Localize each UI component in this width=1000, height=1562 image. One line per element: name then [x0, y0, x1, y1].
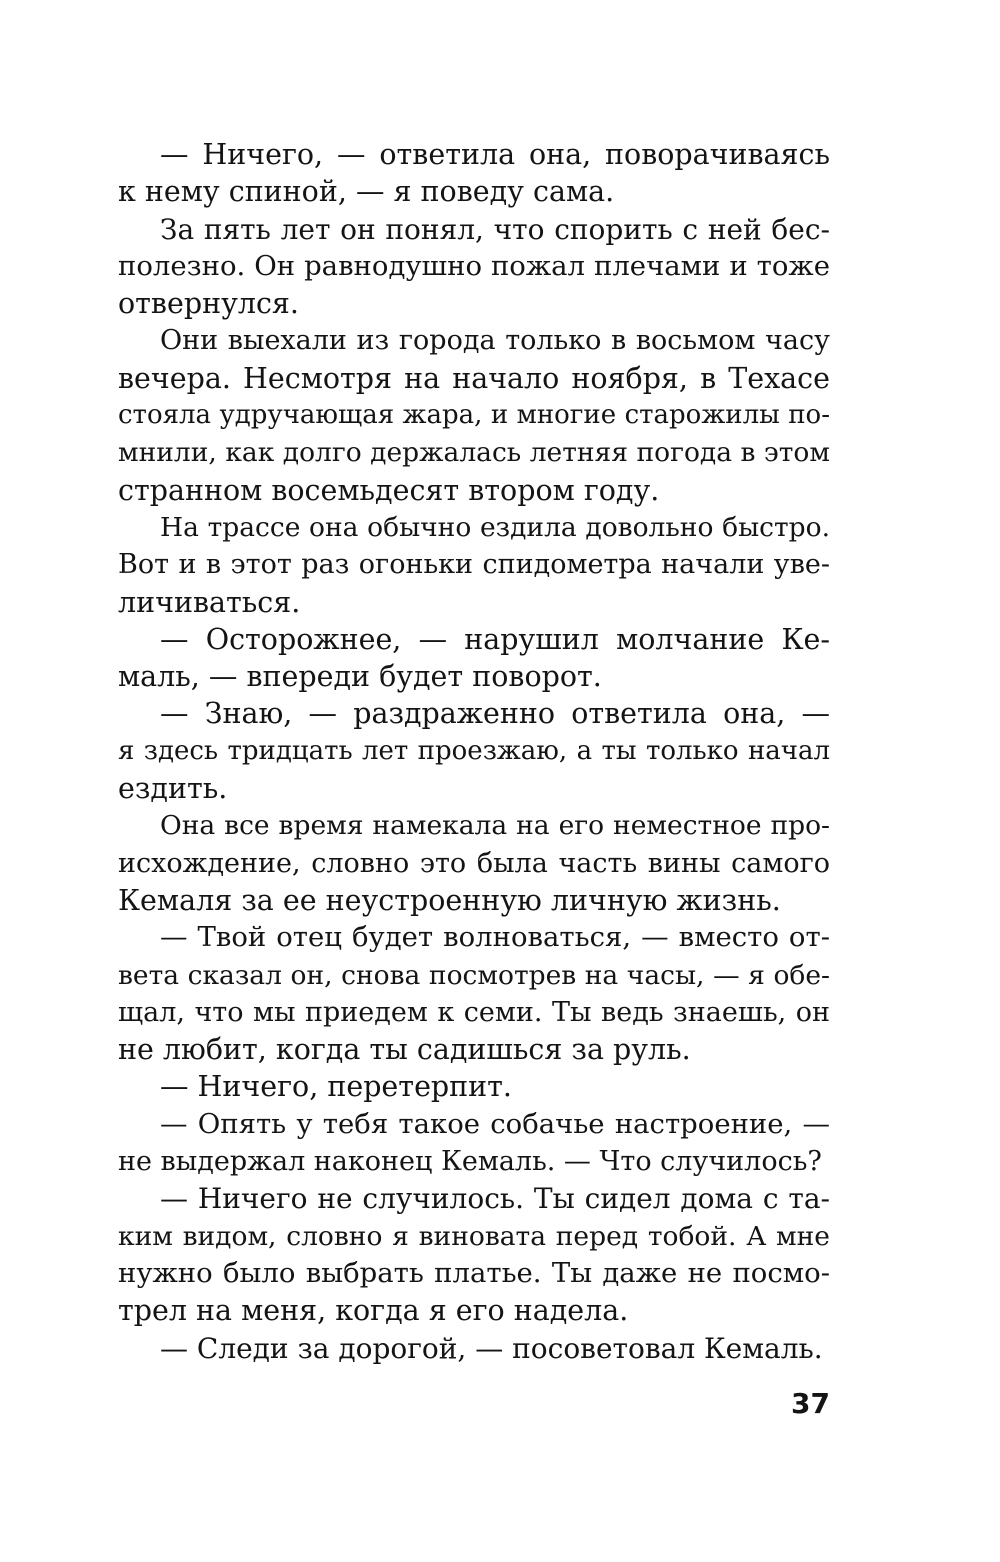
text-line: я здесь тридцать лет проезжаю, а ты только начал	[118, 735, 830, 766]
text-line: исхождение, словно это была часть вины самого	[118, 847, 830, 879]
text-line: — Ничего не случилось. Ты сидел дома с та-	[160, 1182, 830, 1216]
text-line: На трассе она обычно ездила довольно быстро.	[160, 511, 830, 543]
text-line: полезно. Он равнодушно пожал плечами и тоже	[118, 249, 830, 282]
text-line: ездить.	[118, 772, 228, 806]
text-line: Она все время намекала на его неместное про-	[160, 810, 830, 842]
text-line: к нему спиной, — я поведу сама.	[118, 175, 615, 209]
text-line: Они выехали из города только в восьмом часу	[160, 325, 830, 357]
text-line: вечера. Несмотря на начало ноября, в Техасе	[118, 361, 830, 395]
text-line: За пять лет он понял, что спорить с ней бес-	[160, 212, 830, 246]
text-line: щал, что мы приедем к семи. Ты ведь знаешь, он	[118, 996, 830, 1028]
text-line: Вот и в этот раз огоньки спидометра начали уве-	[118, 549, 830, 581]
text-line: — Осторожнее, — нарушил молчание Ке-	[160, 622, 830, 656]
page-number: 37	[791, 1387, 830, 1420]
text-line: не выдержал наконец Кемаль. — Что случилось?	[118, 1146, 822, 1178]
text-line: мнили, как долго держалась летняя погода в этом	[118, 437, 830, 469]
text-line: — Следи за дорогой, — посоветовал Кемаль.	[160, 1331, 823, 1365]
text-line: — Ничего, перетерпит.	[160, 1070, 512, 1104]
text-line: странном восемьдесят втором году.	[118, 473, 660, 507]
text-line: маль, — впереди будет поворот.	[118, 660, 602, 694]
text-line: вета сказал он, снова посмотрев на часы, — я обе-	[118, 959, 830, 991]
text-line: — Опять у тебя такое собачье настроение, —	[160, 1107, 830, 1140]
text-line: Кемаля за ее неустроенную личную жизнь.	[118, 883, 781, 917]
body-text	[118, 136, 830, 1367]
text-line: — Ничего, — ответила она, поворачиваясь	[160, 138, 830, 171]
text-line: стояла удручающая жара, и многие старожилы по-	[118, 400, 830, 431]
text-line: личиваться.	[118, 585, 301, 619]
text-line: не любит, когда ты садишься за руль.	[118, 1033, 691, 1067]
text-line: нужно было выбрать платье. Ты даже не посмо-	[118, 1256, 830, 1289]
text-line: ким видом, словно я виновата перед тобой. А мне	[118, 1220, 830, 1252]
text-line: трел на меня, когда я его надела.	[118, 1294, 629, 1328]
text-line: отвернулся.	[118, 287, 299, 321]
text-line: — Твой отец будет волноваться, — вместо от-	[160, 921, 830, 954]
text-line: — Знаю, — раздраженно ответила она, —	[160, 697, 830, 731]
